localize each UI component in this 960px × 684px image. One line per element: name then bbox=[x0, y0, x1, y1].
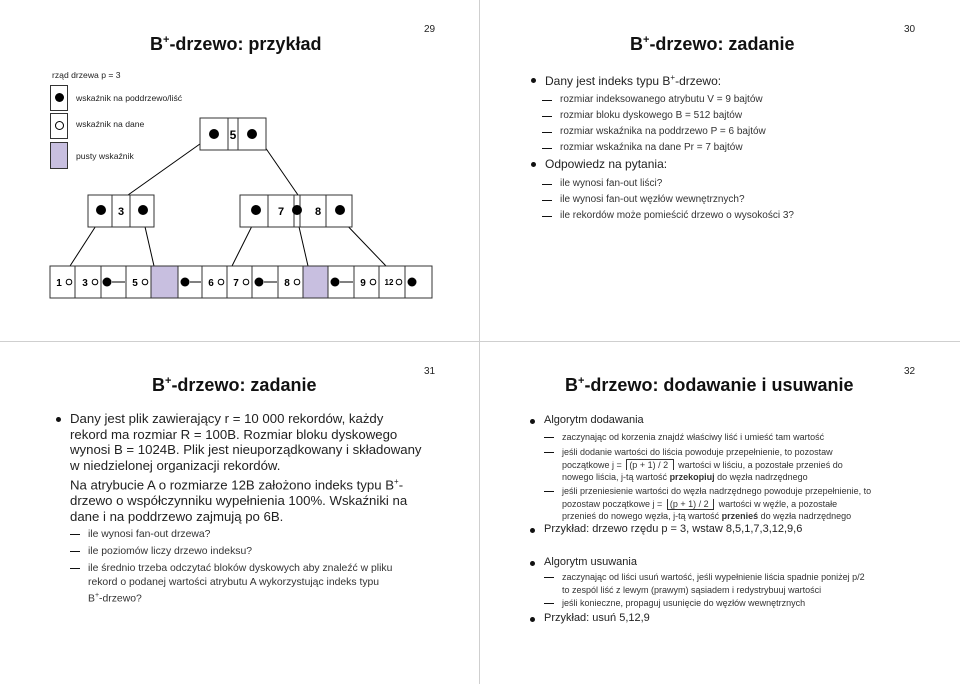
svg-text:8: 8 bbox=[284, 278, 290, 289]
data-pointer-icon bbox=[243, 279, 249, 285]
svg-text:1: 1 bbox=[56, 278, 62, 289]
slide-29 bbox=[0, 0, 480, 342]
bullet-insert-example: Przykład: drzewo rzędu p = 3, wstaw 8,5,1,7,3,12,9,6 bbox=[544, 523, 803, 535]
next-leaf-pointer-icon bbox=[181, 278, 190, 287]
subtree-pointer-icon bbox=[251, 205, 261, 215]
question-item: ile wynosi fan-out węzłów wewnętrznych? bbox=[560, 194, 745, 205]
slide-31 bbox=[0, 342, 480, 684]
bullet-delete-algorithm: Algorytm usuwania bbox=[544, 556, 637, 568]
question-item: ile rekordów może pomieścić drzewo o wysokości 3? bbox=[560, 210, 794, 221]
page-number: 29 bbox=[424, 24, 436, 35]
subtree-pointer-icon bbox=[138, 205, 148, 215]
delete-step: jeśli konieczne, propaguj usunięcie do węzłów wewnętrznych bbox=[562, 598, 806, 608]
tree-order-label: rząd drzewa p = 3 bbox=[52, 70, 121, 80]
svg-text:12: 12 bbox=[384, 278, 394, 287]
slide-32 bbox=[480, 342, 960, 684]
inner-right-key-1: 7 bbox=[277, 206, 285, 218]
svg-text:7: 7 bbox=[233, 278, 239, 289]
root-key: 5 bbox=[229, 128, 237, 142]
detail-item: rozmiar bloku dyskowego B = 512 bajtów bbox=[560, 110, 743, 121]
inner-left-key: 3 bbox=[117, 206, 125, 218]
question-item: ile wynosi fan-out liści? bbox=[560, 178, 663, 189]
svg-text:3: 3 bbox=[82, 278, 88, 289]
floor-bracket: (p + 1) / 2 bbox=[667, 499, 711, 510]
question-item: ile wynosi fan-out drzewa? bbox=[88, 529, 211, 540]
legend-data-label: wskaźnik na dane bbox=[76, 119, 145, 129]
bullet-index-given: Dany jest indeks typu B+-drzewo: bbox=[545, 73, 722, 88]
task-paragraph: Dany jest plik zawierający r = 10 000 rekordów, każdy rekord ma rozmiar R = 100B. Rozmiar bloku dyskowego wynosi B = 1024B. Plik jest nieuporządkowany i składowany w niedzielonej organizacji rekordów. Na atrybucie A o rozmiarze 12B założono indeks typu B+- drzewo o współczynniku wypełnienia 100%. Wskaźniki na dane i na poddrzewo zajmują po 6B. bbox=[70, 411, 450, 524]
empty-pointer-slot bbox=[303, 266, 328, 298]
subtree-pointer-icon bbox=[292, 205, 302, 215]
page-number: 32 bbox=[904, 366, 916, 377]
svg-text:6: 6 bbox=[208, 278, 214, 289]
data-pointer-icon bbox=[370, 279, 376, 285]
slide-30 bbox=[480, 0, 960, 342]
data-pointer-icon bbox=[66, 279, 72, 285]
ceil-bracket: (p + 1) / 2 bbox=[626, 459, 670, 470]
next-leaf-pointer-icon bbox=[103, 278, 112, 287]
empty-pointer-slot bbox=[151, 266, 178, 298]
detail-item: rozmiar wskaźnika na poddrzewo P = 6 bajtów bbox=[560, 126, 766, 137]
question-item: ile poziomów liczy drzewo indeksu? bbox=[88, 546, 253, 557]
data-pointer-icon bbox=[92, 279, 98, 285]
bplus-tree-diagram bbox=[0, 0, 480, 342]
next-leaf-pointer-icon bbox=[255, 278, 264, 287]
svg-text:5: 5 bbox=[132, 278, 138, 289]
root-node bbox=[200, 118, 266, 150]
bullet-delete-example: Przykład: usuń 5,12,9 bbox=[544, 612, 650, 624]
leaf-level bbox=[50, 266, 432, 298]
slide-title: B+-drzewo: zadanie bbox=[152, 375, 317, 395]
slide-title: B+-drzewo: zadanie bbox=[630, 34, 795, 54]
inner-right-key-2: 8 bbox=[314, 206, 322, 218]
data-pointer-icon bbox=[218, 279, 224, 285]
slide-title: B+-drzewo: dodawanie i usuwanie bbox=[565, 375, 854, 395]
page-number: 31 bbox=[424, 366, 436, 377]
insert-step: zaczynając od korzenia znajdź właściwy liść i umieść tam wartość bbox=[562, 432, 825, 442]
data-pointer-icon bbox=[396, 279, 402, 285]
subtree-pointer-icon bbox=[96, 205, 106, 215]
detail-item: rozmiar indeksowanego atrybutu V = 9 bajtów bbox=[560, 94, 763, 105]
detail-item: rozmiar wskaźnika na dane Pr = 7 bajtów bbox=[560, 142, 743, 153]
subtree-pointer-icon bbox=[335, 205, 345, 215]
bullet-insert-algorithm: Algorytm dodawania bbox=[544, 414, 644, 426]
delete-step: zaczynając od liści usuń wartość, jeśli wypełnienie liścia spadnie poniżej p/2 to zespól liść z lewym (prawym) sąsiadem i redystrybuuj wartości bbox=[562, 571, 942, 596]
next-leaf-pointer-icon bbox=[331, 278, 340, 287]
question-item: ile średnio trzeba odczytać bloków dyskowych aby znaleźć w pliku rekord o podanej wartości atrybutu A wykorzystując indeks typu B+-drzewo? bbox=[88, 562, 458, 606]
subtree-pointer-icon bbox=[247, 129, 257, 139]
subtree-pointer-icon bbox=[209, 129, 219, 139]
slide-title: B+-drzewo: przykład bbox=[150, 34, 322, 54]
data-pointer-icon bbox=[142, 279, 148, 285]
bullet-answer-questions: Odpowiedz na pytania: bbox=[545, 157, 668, 171]
legend-empty-label: pusty wskaźnik bbox=[76, 151, 134, 161]
data-pointer-icon bbox=[294, 279, 300, 285]
page-number: 30 bbox=[904, 24, 916, 35]
next-leaf-pointer-icon bbox=[408, 278, 417, 287]
insert-step: jeśli przeniesienie wartości do węzła nadrzędnego powoduje przepełnienie, to pozostaw początkowe j = (p + 1) / 2 wartości w węźle, a pozostałe przenieś do nowego węzła, j-tą wartość przenieś do węzła nadrzędnego bbox=[562, 485, 942, 523]
svg-text:9: 9 bbox=[360, 278, 366, 289]
legend-subtree-label: wskaźnik na poddrzewo/liść bbox=[76, 93, 183, 103]
insert-step: jeśli dodanie wartości do liścia powoduje przepełnienie, to pozostaw początkowe j = (p + 1) / 2 wartości w liściu, a pozostałe przenieś do nowego liścia, j-tą wartość przekopiuj do węzła nadrzędnego bbox=[562, 446, 942, 484]
inner-node-right bbox=[240, 195, 352, 227]
inner-node-left bbox=[88, 195, 154, 227]
